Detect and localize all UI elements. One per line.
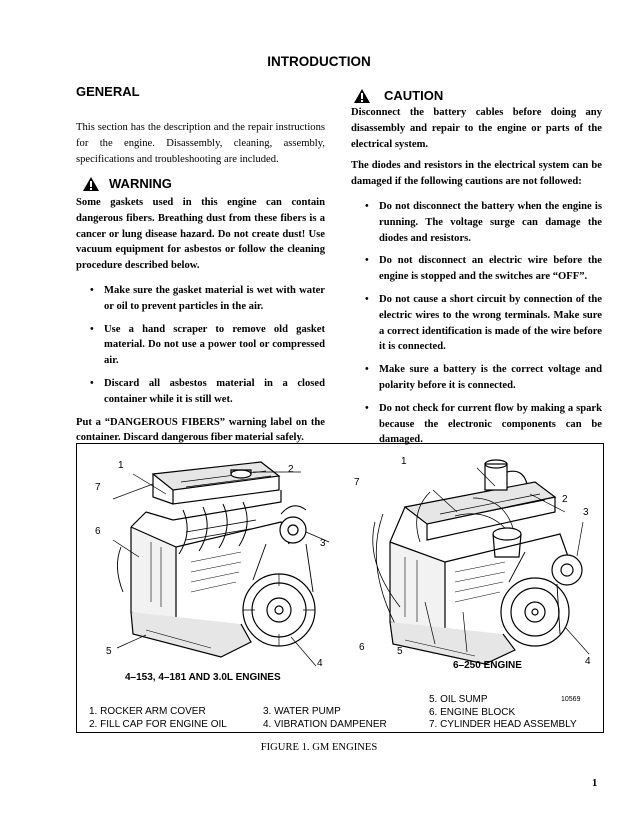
legend-column-1 xyxy=(89,706,227,731)
list-item: • Discard all asbestos material in a closed container while it is still wet. xyxy=(76,376,325,408)
warning-label: WARNING xyxy=(109,176,172,192)
right-callout-4: 4 xyxy=(585,656,591,667)
list-item: • Make sure a battery is the correct voltage and polarity before it is connected. xyxy=(351,362,602,394)
warning-footer: Put a “DANGEROUS FIBERS” warning label on the container. Discard dangerous fiber material safely. xyxy=(76,416,325,444)
left-callout-6: 6 xyxy=(95,526,101,537)
legend-item: 4. VIBRATION DAMPENER xyxy=(263,718,387,730)
list-item: • Do not cause a short circuit by connection of the electric wires to the wrong terminals. Make sure a correct identification is made of the wire before it is connected. xyxy=(351,292,602,355)
warning-block xyxy=(76,176,325,446)
left-callout-2: 2 xyxy=(288,464,294,475)
list-item: • Use a hand scraper to remove old gasket material. Do not use a power tool or compressed air. xyxy=(76,322,325,369)
left-engine-label: 4–153, 4–181 AND 3.0L ENGINES xyxy=(125,672,281,683)
right-callout-6: 6 xyxy=(359,642,365,653)
caution-icon xyxy=(353,88,371,104)
left-callout-3: 3 xyxy=(320,538,326,549)
right-engine-label: 6–250 ENGINE xyxy=(453,660,522,671)
caution-header xyxy=(353,88,602,104)
right-engine-illustration xyxy=(345,452,600,672)
right-callout-5: 5 xyxy=(397,646,403,657)
legend-column-2 xyxy=(263,706,387,731)
page-title: INTRODUCTION xyxy=(267,54,371,69)
right-callout-1: 1 xyxy=(401,456,407,467)
left-callout-7: 7 xyxy=(95,482,101,493)
legend-item: 3. WATER PUMP xyxy=(263,706,341,717)
page-number: 1 xyxy=(592,778,598,789)
caution-body-1: Disconnect the battery cables before doing any disassembly and repair to the engine or parts of the electrical system. xyxy=(351,107,602,150)
caution-block xyxy=(351,88,602,455)
legend-column-3 xyxy=(429,694,577,732)
list-item: • Do not disconnect an electric wire before the engine is stopped and the switches are “OFF”. xyxy=(351,253,602,285)
warning-bullet-list xyxy=(76,283,325,408)
caution-body-2: The diodes and resistors in the electrical system can be damaged if the following cautions are not followed: xyxy=(351,160,602,188)
general-intro: This section has the description and the repair instructions for the engine. Disassembly, cleaning, assembly, specifications and troubleshooting are included. xyxy=(76,122,325,165)
legend-item: 5. OIL SUMP xyxy=(429,694,488,705)
legend-item: 7. CYLINDER HEAD ASSEMBLY xyxy=(429,719,577,730)
list-item: • Do not disconnect the battery when the engine is running. The voltage surge can damage the diodes and resistors. xyxy=(351,199,602,246)
left-engine-illustration xyxy=(91,452,341,677)
part-number: 10569 xyxy=(561,696,581,703)
right-callout-3: 3 xyxy=(583,507,589,518)
legend-item: 6. ENGINE BLOCK xyxy=(429,706,516,718)
left-callout-5: 5 xyxy=(106,646,112,657)
warning-header xyxy=(82,176,325,192)
right-callout-2: 2 xyxy=(562,494,568,505)
list-item: • Do not check for current flow by making a spark because the electronic components can be damaged. xyxy=(351,401,602,448)
legend-item: 1. ROCKER ARM COVER xyxy=(89,706,206,717)
warning-icon xyxy=(82,176,100,192)
caution-label: CAUTION xyxy=(384,88,444,104)
left-callout-1: 1 xyxy=(118,460,124,471)
section-heading-general: GENERAL xyxy=(76,84,140,99)
figure-box xyxy=(76,443,604,733)
warning-body: Some gaskets used in this engine can contain dangerous fibers. Breathing dust from these fibers is a cancer or lung disease hazard. Do not create dust! Use vacuum equipment for asbestos or follow the cleaning procedure described below. xyxy=(76,197,325,272)
list-item: • Make sure the gasket material is wet with water or oil to prevent particles in the air. xyxy=(76,283,325,315)
caution-bullet-list xyxy=(351,199,602,448)
left-callout-4: 4 xyxy=(317,658,323,669)
legend-item: 2. FILL CAP FOR ENGINE OIL xyxy=(89,718,227,730)
right-callout-7: 7 xyxy=(354,477,360,488)
figure-caption: FIGURE 1. GM ENGINES xyxy=(260,742,378,753)
